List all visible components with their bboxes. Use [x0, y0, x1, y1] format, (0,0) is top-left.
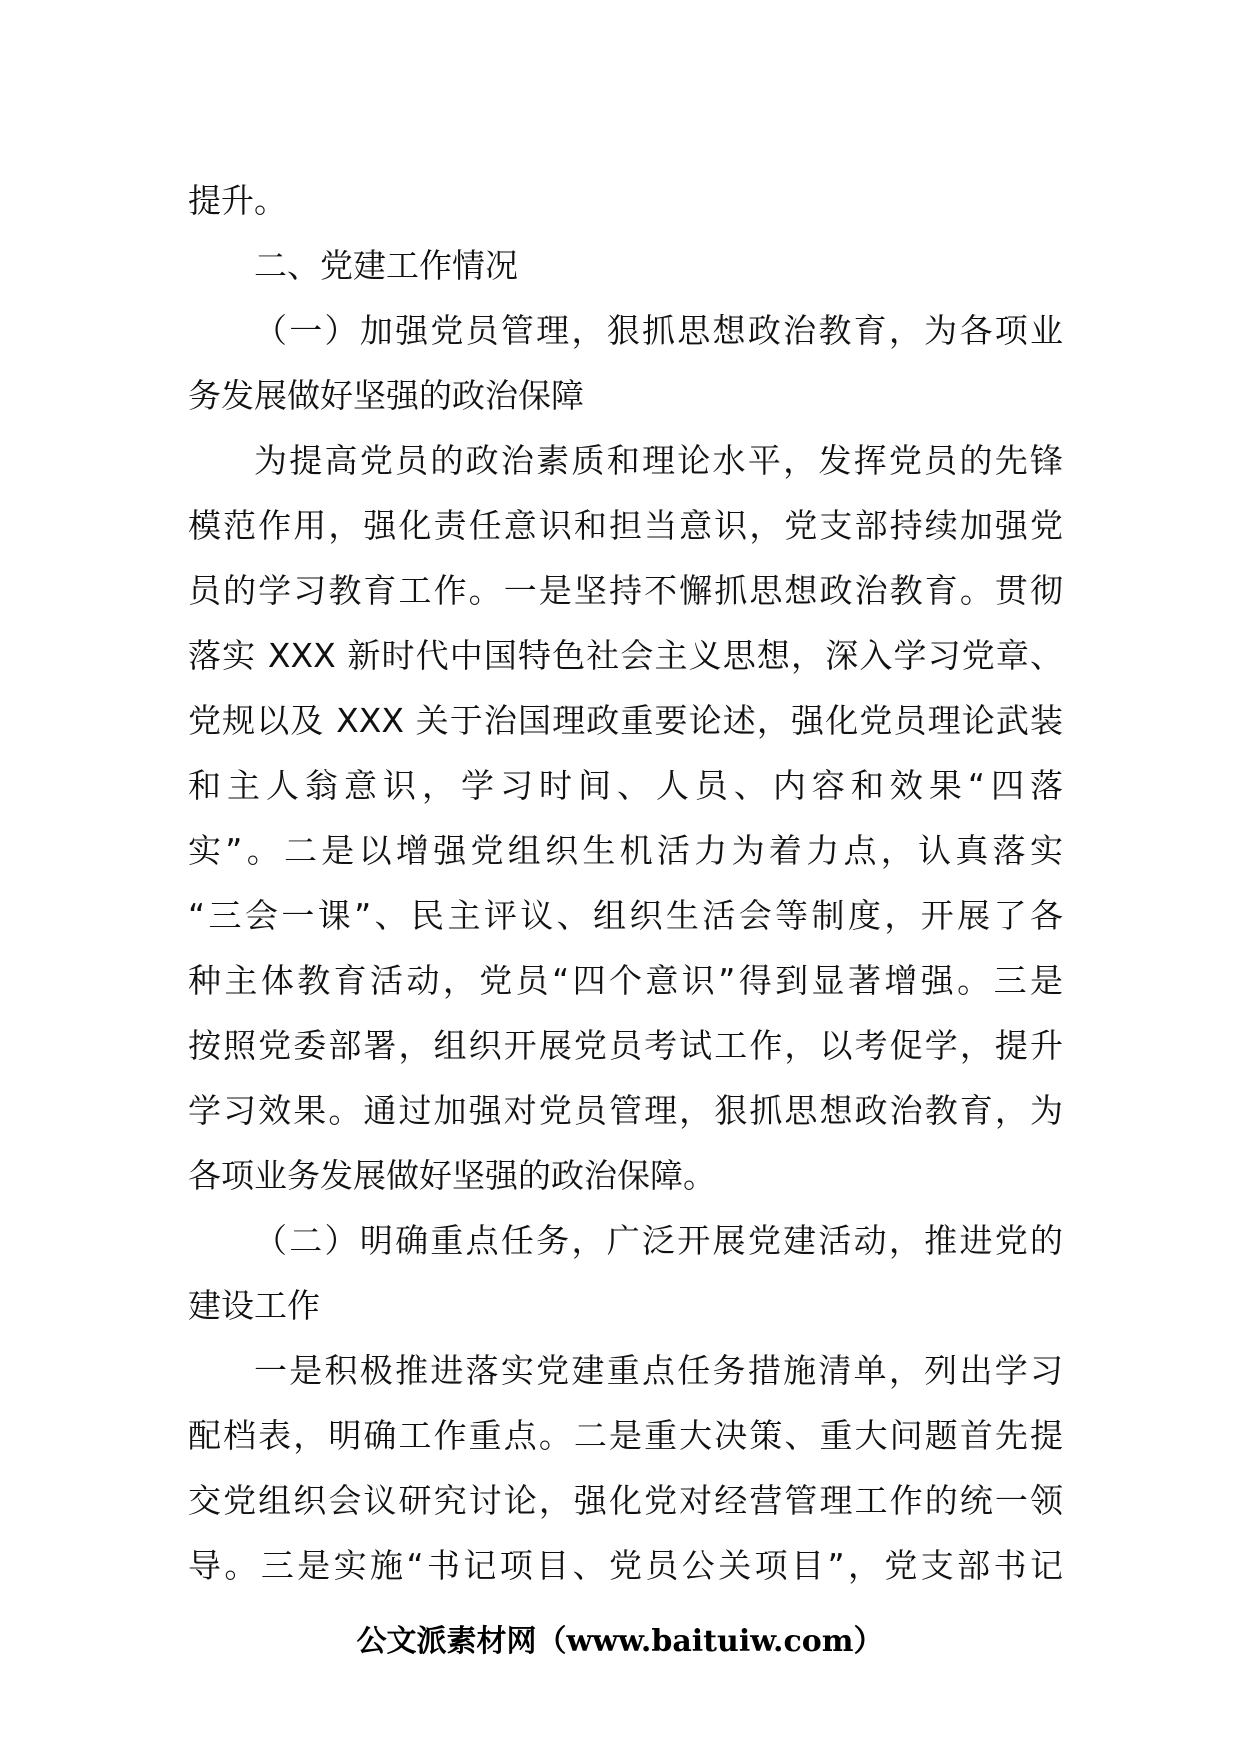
document-body [188, 168, 1063, 1598]
paragraph-1-line-7: 实”。二是以增强党组织生机活力为着力点，认真落实 [188, 831, 1063, 870]
paragraph-1-line-2: 模范作用，强化责任意识和担当意识，党支部持续加强党 [188, 506, 1063, 545]
paragraph-1-line-9: 种主体教育活动，党员“四个意识”得到显著增强。三是 [188, 961, 1063, 1000]
paragraph-1-line-5: 党规以及 XXX 关于治国理政重要论述，强化党员理论武装 [188, 701, 1063, 740]
paragraph-2-line-4: 导。三是实施“书记项目、党员公关项目”，党支部书记 [188, 1546, 1063, 1585]
paragraph-1-line-12: 各项业务发展做好坚强的政治保障。 [188, 1156, 716, 1195]
text-line-1: 提升。 [188, 181, 287, 220]
paragraph-1-line-10: 按照党委部署，组织开展党员考试工作，以考促学，提升 [188, 1026, 1063, 1065]
paragraph-1-line-4: 落实 XXX 新时代中国特色社会主义思想，深入学习党章、 [188, 636, 1063, 675]
paragraph-1-line-1: 为提高党员的政治素质和理论水平，发挥党员的先锋 [254, 441, 1063, 480]
section-heading-2: 二、党建工作情况 [254, 246, 518, 285]
paragraph-1-line-6: 和主人翁意识，学习时间、人员、内容和效果“四落 [188, 766, 1063, 805]
subsection-heading-2-line-2: 建设工作 [188, 1286, 320, 1325]
paragraph-1-line-3: 员的学习教育工作。一是坚持不懈抓思想政治教育。贯彻 [188, 571, 1063, 610]
footer-watermark: 公文派素材网（www.baituiw.com） [356, 1624, 884, 1659]
paragraph-1-line-8: “三会一课”、民主评议、组织生活会等制度，开展了各 [188, 896, 1063, 935]
subsection-heading-1-line-1: （一）加强党员管理，狠抓思想政治教育，为各项业 [254, 311, 1063, 350]
paragraph-2-line-2: 配档表，明确工作重点。二是重大决策、重大问题首先提 [188, 1416, 1063, 1455]
paragraph-2-line-3: 交党组织会议研究讨论，强化党对经营管理工作的统一领 [188, 1481, 1063, 1520]
paragraph-2-line-1: 一是积极推进落实党建重点任务措施清单，列出学习 [254, 1351, 1063, 1390]
subsection-heading-1-line-2: 务发展做好坚强的政治保障 [188, 376, 584, 415]
subsection-heading-2-line-1: （二）明确重点任务，广泛开展党建活动，推进党的 [254, 1221, 1063, 1260]
paragraph-1-line-11: 学习效果。通过加强对党员管理，狠抓思想政治教育，为 [188, 1091, 1063, 1130]
